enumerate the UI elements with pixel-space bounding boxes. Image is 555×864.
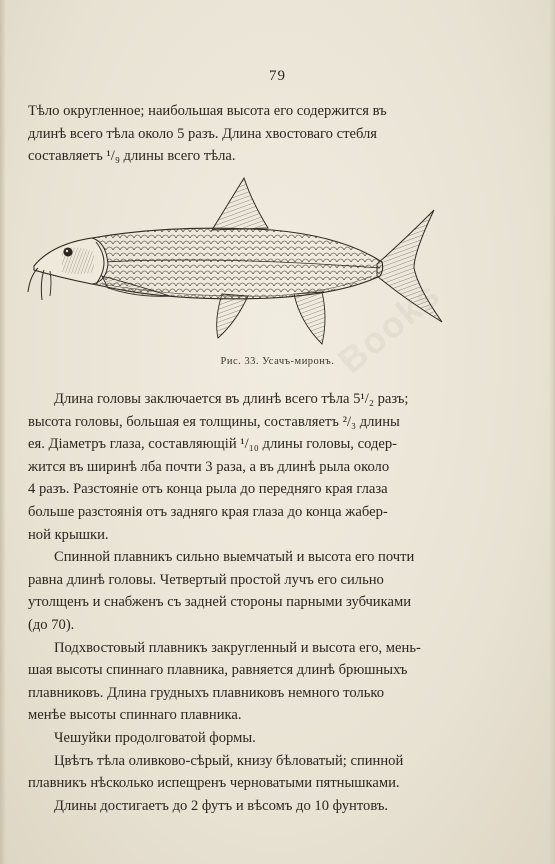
text-line: Чешуйки продолговатой формы. bbox=[54, 729, 256, 746]
text-line: больше разстоянія отъ задняго края глаза до конца жабер- bbox=[28, 503, 388, 520]
text-paragraph bbox=[28, 795, 508, 818]
text-line: ея. Діаметръ глаза, составляющій ¹/₁₀ длины головы, содер- bbox=[28, 436, 398, 453]
text-line: Подхвостовый плавникъ закругленный и высота его, мень- bbox=[54, 639, 421, 656]
text-line: равна длинѣ головы. Четвертый простой лучъ его сильно bbox=[28, 571, 384, 588]
text-line: плавниковъ. Длина грудныхъ плавниковъ немного только bbox=[28, 684, 385, 701]
text-paragraph bbox=[28, 546, 508, 636]
intro-line: составляетъ ¹/₉ длины всего тѣла. bbox=[28, 148, 236, 165]
text-line: Цвѣтъ тѣла оливково-сѣрый, книзу бѣловатый; спинной bbox=[54, 752, 404, 769]
watermark: Books bbox=[330, 272, 449, 382]
page-edge-shadow-left bbox=[0, 0, 6, 864]
text-paragraph bbox=[28, 727, 508, 750]
text-line: ной крышки. bbox=[28, 526, 109, 543]
text-paragraph bbox=[28, 750, 508, 795]
main-text bbox=[28, 388, 508, 817]
figure-caption: Рис. 33. Усачъ-миронъ. bbox=[220, 356, 335, 367]
text-line: Спинной плавникъ сильно выемчатый и высота его почти bbox=[54, 549, 415, 566]
page-edge-shadow-right bbox=[549, 0, 555, 864]
intro-line: длинѣ всего тѣла около 5 разъ. Длина хвостоваго стебля bbox=[28, 125, 377, 142]
intro-paragraph bbox=[28, 100, 508, 168]
text-line: жится въ ширинѣ лба почти 3 раза, а въ длинѣ рыла около bbox=[28, 458, 390, 475]
text-line: Длина головы заключается въ длинѣ всего тѣла 5¹/₂ разъ; bbox=[54, 391, 409, 407]
text-line: менѣе высоты спиннаго плавника. bbox=[28, 707, 242, 724]
text-line: Длины достигаетъ до 2 футъ и вѣсомъ до 10 фунтовъ. bbox=[54, 797, 389, 814]
intro-line: Тѣло округленное; наибольшая высота его содержится въ bbox=[28, 103, 387, 119]
text-paragraph bbox=[28, 388, 508, 546]
page-number: 79 bbox=[269, 68, 286, 84]
text-line: (до 70). bbox=[28, 616, 75, 633]
text-line: плавникъ нѣсколько испещренъ черноватыми пятнышками. bbox=[28, 775, 400, 792]
text-line: 4 разъ. Разстояніе отъ конца рыла до передняго края глаза bbox=[28, 481, 388, 498]
text-line: шая высоты спиннаго плавника, равняется длинѣ брюшныхъ bbox=[28, 662, 408, 679]
text-paragraph bbox=[28, 637, 508, 727]
text-line: утолщенъ и снабженъ съ задней стороны парными зубчиками bbox=[28, 594, 412, 611]
intro-text bbox=[28, 100, 508, 168]
text-line: высота головы, большая ея толщины, составляетъ ²/₃ длины bbox=[28, 413, 400, 430]
